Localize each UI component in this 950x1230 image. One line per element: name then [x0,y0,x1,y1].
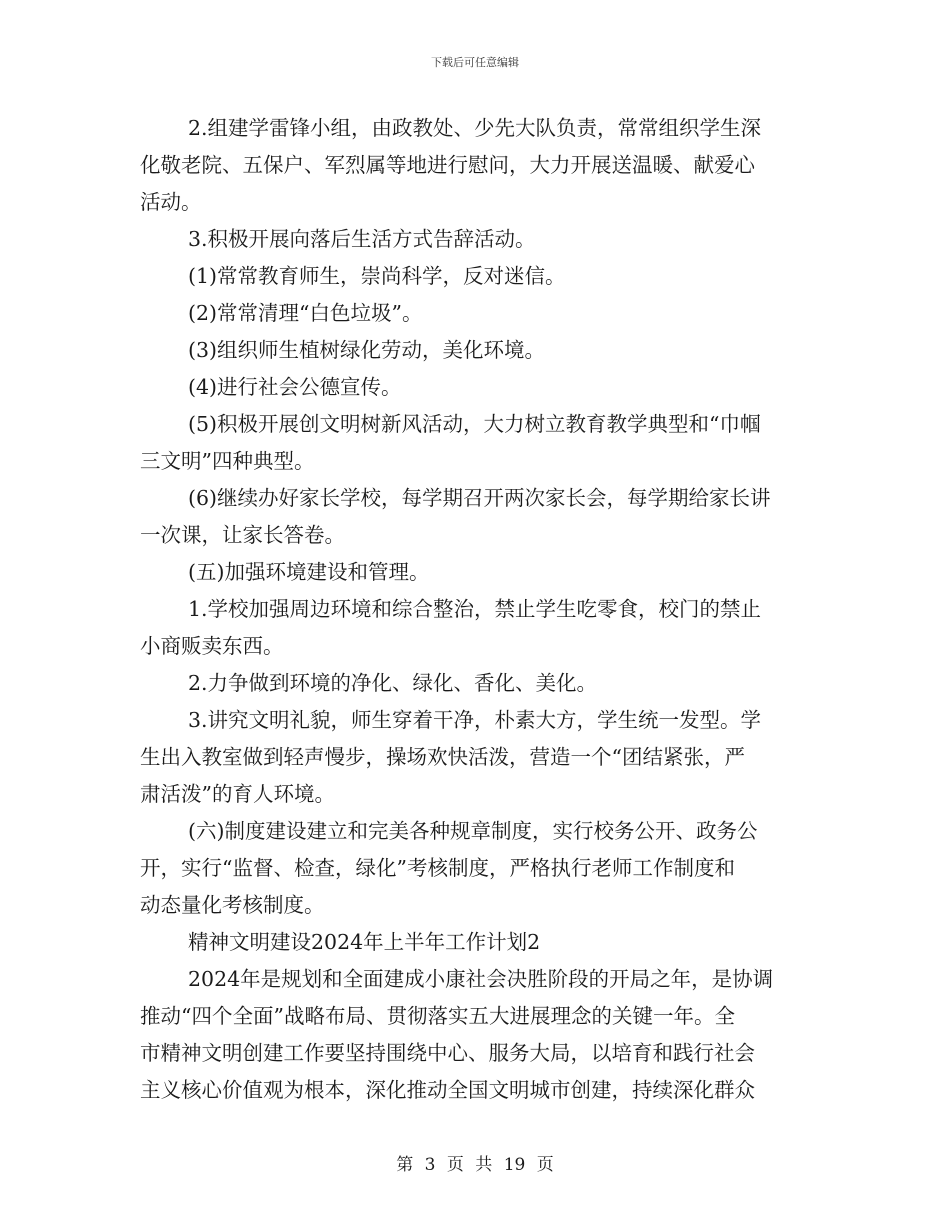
text-line: (2)常常清理“白色垃圾”。 [188,301,423,325]
text-line: 推动“四个全面”战略布局、贯彻落实五大进展理念的关键一年。全 [140,1004,735,1028]
page-footer: 第 3 页 共 19 页 [396,1155,554,1175]
text-line: (五)加强环境建设和管理。 [188,560,430,584]
text-line: 化敬老院、五保户、军烈属等地进行慰问，大力开展送温暖、献爱心 [140,153,755,177]
text-line: 3.讲究文明礼貌，师生穿着干净，朴素大方，学生统一发型。学 [188,708,762,732]
text-line: 2024年是规划和全面建成小康社会决胜阶段的开局之年，是协调 [188,967,774,991]
text-line: 一次课，让家长答卷。 [140,523,345,547]
text-line: 1.学校加强周边环境和综合整治，禁止学生吃零食，校门的禁止 [188,597,762,621]
text-line: 市精神文明创建工作要坚持围绕中心、服务大局，以培育和践行社会 [140,1041,755,1065]
text-line: 肃活泼”的育人环境。 [140,782,335,806]
text-line: 生出入教室做到轻声慢步，操场欢快活泼，营造一个“团结紧张，严 [140,745,745,769]
text-line: (六)制度建设建立和完美各种规章制度，实行校务公开、政务公 [188,819,758,843]
text-line: (4)进行社会公德宣传。 [188,375,402,399]
text-line: (1)常常教育师生，崇尚科学，反对迷信。 [188,264,566,288]
text-line: (6)继续办好家长学校，每学期召开两次家长会，每学期给家长讲 [188,486,771,510]
text-line: 小商贩卖东西。 [140,634,284,658]
text-line: 主义核心价值观为根本，深化推动全国文明城市创建，持续深化群众 [140,1078,755,1102]
text-line: (3)组织师生植树绿化劳动，美化环境。 [188,338,546,362]
text-line: 三文明”四种典型。 [140,449,315,473]
text-line: (5)积极开展创文明树新风活动，大力树立教育教学典型和“巾帼 [188,412,761,436]
text-line: 精神文明建设2024年上半年工作计划2 [188,930,541,954]
text-line: 2.组建学雷锋小组，由政教处、少先大队负责，常常组织学生深 [188,116,762,140]
text-line: 2.力争做到环境的净化、绿化、香化、美化。 [188,671,598,695]
text-line: 开，实行“监督、检查，绿化”考核制度，严格执行老师工作制度和 [140,856,735,880]
text-line: 动态量化考核制度。 [140,893,325,917]
text-line: 3.积极开展向落后生活方式告辞活动。 [188,227,536,251]
text-line: 活动。 [140,190,202,214]
document-body [140,110,810,1109]
page-header: 下载后可任意编辑 [431,56,519,69]
